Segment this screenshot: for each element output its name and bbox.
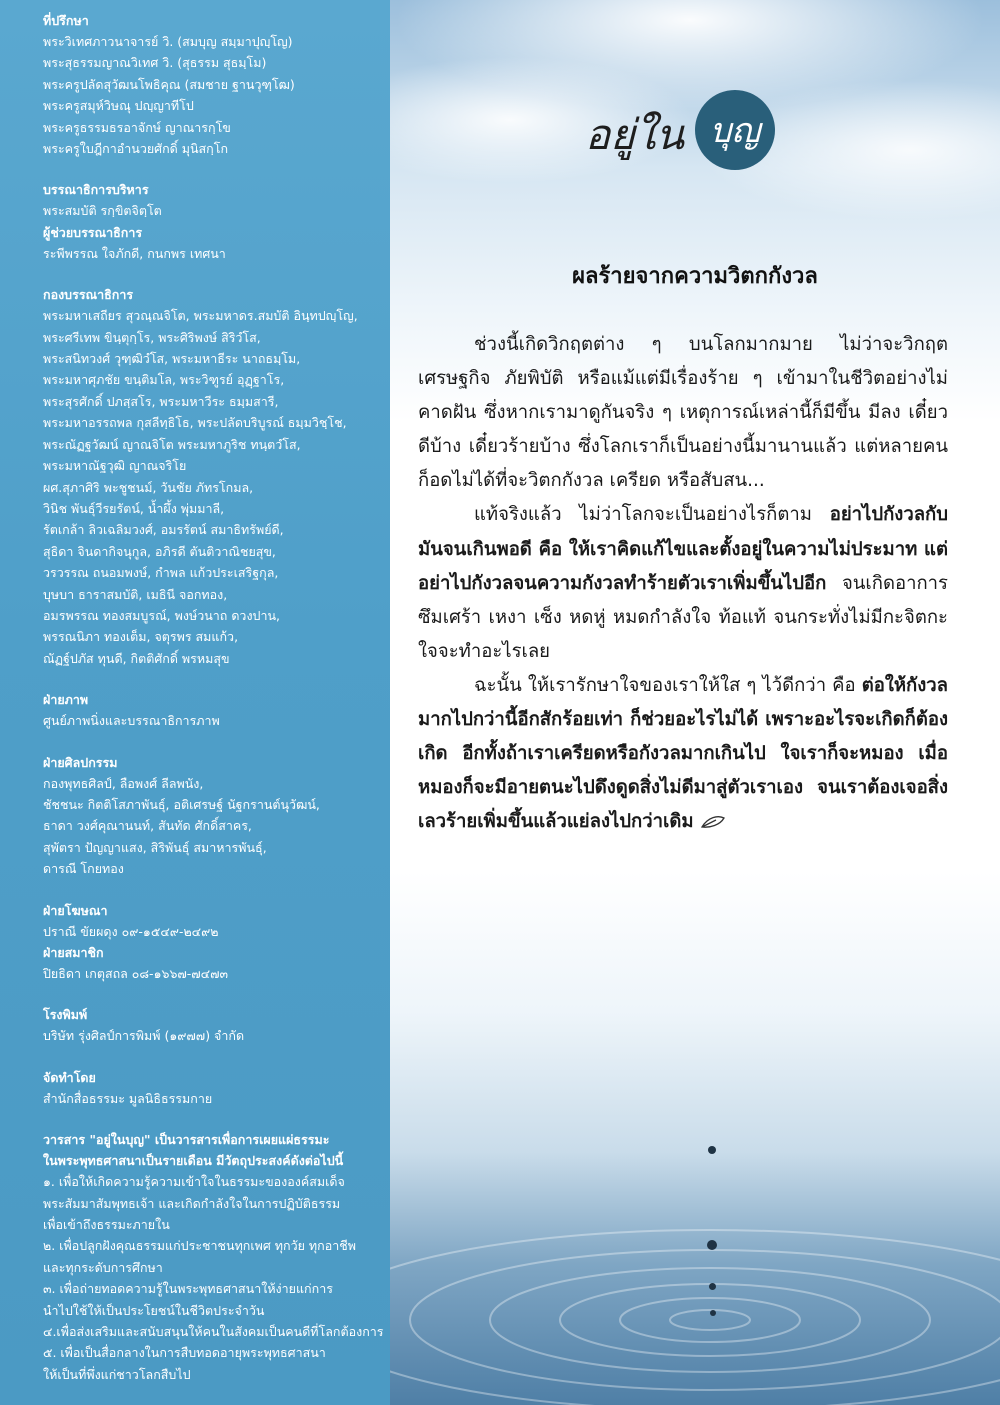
purpose-line: พระสัมมาสัมพุทธเจ้า และเกิดกำลังใจในการปฏิบัติธรรม <box>43 1195 341 1211</box>
advisor-line: พระครูปลัดสุวัฒนโพธิคุณ (สมชาย ฐานวุฑฺโฒ) <box>43 76 295 92</box>
article-emphasis: ต่อให้กังวลมากไปกว่านี้อีกสักร้อยเท่า ก็ช่วยอะไรไม่ได้ เพราะอะไรจะเกิดก็ต้องเกิด อีกทั้งถ้าเราเครียดหรือกังวลมากเกินไป ใจเราก็จะหมอง เมื่อหมองก็จะมีอายตนะไปดึงดูดสิ่งไม่ดีมาสู่ตัวเราเอง จนเราต้องเจอสิ่งเลวร้ายเพิ่มขึ้นแล้วแย่ลงไปกว่าเดิม <box>418 674 948 833</box>
purpose-line: ๓. เพื่อถ่ายทอดความรู้ในพระพุทธศาสนาให้ง่ายแก่การ <box>43 1281 333 1297</box>
article-panel <box>390 0 1000 1405</box>
water-drop <box>709 1283 716 1290</box>
exec-editor-section <box>43 179 390 221</box>
water-drop <box>708 1146 716 1154</box>
art-line: ชัชชนะ กิตติโสภาพันธุ์, อติเศรษฐ์ นัฐกรานต์นุวัฒน์, <box>43 796 320 812</box>
article-text: ฉะนั้น ให้เรารักษาใจของเราให้ใส ๆ ไว้ดีกว่า คือ <box>474 674 862 696</box>
purpose-line: นำไปใช้ให้เป็นประโยชน์ในชีวิตประจำวัน <box>43 1302 265 1318</box>
photo-section <box>43 689 390 731</box>
editorial-line: พระศรีเทพ ขินฺตุกฺโร, พระศิริพงษ์ สิริวํโส, <box>43 329 261 345</box>
member-section <box>43 942 390 984</box>
leaf-end-mark-icon <box>700 815 726 829</box>
purpose-line: และทุกระดับการศึกษา <box>43 1259 163 1275</box>
editorial-line: พระมหาศุภชัย ขนฺติมโล, พระวิฑูรย์ อุฏฺฐาโร, <box>43 372 285 388</box>
producer-section <box>43 1067 390 1109</box>
printing-section <box>43 1004 390 1046</box>
exec-editor-heading: บรรณาธิการบริหาร <box>43 182 149 198</box>
article-body <box>418 328 948 839</box>
editorial-line: วรวรรณ ถนอมพงษ์, กำพล แก้วประเสริฐกุล, <box>43 565 279 581</box>
art-line: กองพุทธศิลป์, ลือพงศ์ ลีลพนัง, <box>43 775 204 791</box>
advert-line: ปราณี ขัยผดุง ๐๙-๑๕๔๙-๒๔๙๒ <box>43 923 219 939</box>
purpose-line: ๔.เพื่อส่งเสริมและสนับสนุนให้คนในสังคมเป็นคนดีที่โลกต้องการ <box>43 1324 384 1340</box>
advisor-line: พระครูสมุห์วิษณุ ปญฺญาทีโป <box>43 98 194 114</box>
editorial-line: บุษบา ธาราสมบัติ, เมธินี จอกทอง, <box>43 586 228 602</box>
editorial-line: ณัฏฐ์ปภัส ทุนดี, กิตติศักดิ์ พรหมสุข <box>43 650 230 666</box>
art-section <box>43 752 390 880</box>
purpose-line: เพื่อเข้าถึงธรรมะภายใน <box>43 1217 170 1233</box>
article-text: แท้จริงแล้ว ไม่ว่าโลกจะเป็นอย่างไรก็ตาม <box>474 504 830 526</box>
printing-heading: โรงพิมพ์ <box>43 1007 88 1023</box>
purpose-heading: ในพระพุทธศาสนาเป็นรายเดือน มีวัตถุประสงค์ดังต่อไปนี้ <box>43 1153 344 1169</box>
advisor-line: พระครูใบฎีกาอำนวยศักดิ์ มุนิสกฺโก <box>43 141 229 157</box>
article-text: จนเกิดอาการซึมเศร้า เหงา เซ็ง หดหู่ หมดกำลังใจ ท้อแท้ จนกระทั่งไม่มีกะจิตกะใจจะทำอะไรเลย <box>418 572 948 662</box>
water-ripples-background <box>390 1150 1000 1405</box>
masthead-sidebar <box>0 0 390 1405</box>
editorial-line: พระมหาเสถียร สุวณฺณจิโต, พระมหาดร.สมบัติ อินฺทปญฺโญ, <box>43 308 358 324</box>
editorial-line: สุธิดา จินดากิจนุกูล, อภิรดี ตันติวาณิชยสุข, <box>43 543 276 559</box>
member-line: ปิยธิดา เกตุสถล ๐๘-๑๖๖๗-๗๔๗๓ <box>43 966 229 981</box>
photo-heading: ฝ่ายภาพ <box>43 692 89 708</box>
asst-editor-section <box>43 222 390 264</box>
art-line: สุพัตรา ปัญญาแสง, สิริพันธุ์ สมาหารพันธุ์, <box>43 839 267 855</box>
magazine-logo <box>585 90 810 170</box>
article-paragraph <box>418 498 948 668</box>
editorial-line: ผศ.สุภาศิริ พะชูชนม์, วันชัย ภัทรโกมล, <box>43 479 254 495</box>
art-line: ธาดา วงศ์คุณานนท์, สันทัด ศักดิ์สาคร, <box>43 818 252 834</box>
purpose-heading: วารสาร "อยู่ในบุญ" เป็นวารสารเพื่อการเผยแผ่ธรรมะ <box>43 1132 330 1148</box>
purpose-line: ให้เป็นที่พึ่งแก่ชาวโลกสืบไป <box>43 1366 191 1382</box>
editorial-line: พระสุรศักดิ์ ปภสฺสโร, พระมหาวีระ ธมฺมสารี, <box>43 393 279 409</box>
water-drop <box>710 1310 716 1316</box>
logo-text: อยู่ใน <box>585 110 685 159</box>
article-title: ผลร้ายจากความวิตกกังวล <box>572 264 818 289</box>
asst-editor-line: ระพีพรรณ ใจภักดี, กนกพร เทศนา <box>43 245 226 261</box>
advisor-line: พระสุธรรมญาณวิเทศ วิ. (สุธรรม สุธมฺโม) <box>43 55 267 71</box>
editorial-line: รัตเกล้า ลิวเฉลิมวงศ์, อมรรัตน์ สมาธิทรัพย์ดี, <box>43 522 284 538</box>
water-drop <box>707 1240 717 1250</box>
article-emphasis: อย่าไปกังวลกับมันจนเกินพอดี คือ ให้เราคิดแก้ไขและตั้งอยู่ในความไม่ประมาท แต่อย่าไปกังวลจนความกังวลทำร้ายตัวเราเพิ่มขึ้นไปอีก <box>418 504 948 594</box>
editorial-line: พระมหาณัฐวุฒิ ญาณจริโย <box>43 458 187 474</box>
article-paragraph: ช่วงนี้เกิดวิกฤตต่าง ๆ บนโลกมากมาย ไม่ว่าจะวิกฤตเศรษฐกิจ ภัยพิบัติ หรือแม้แต่มีเรื่องร้าย ๆ เข้ามาในชีวิตอย่างไม่คาดฝัน ซึ่งหากเรามาดูกันจริง ๆ เหตุการณ์เหล่านี้ก็มีขึ้น มีลง เดี๋ยวดีบ้าง เดี๋ยวร้ายบ้าง ซึ่งโลกเราก็เป็นอย่างนี้มานานแล้ว แต่หลายคนก็อดไม่ได้ที่จะวิตกกังวล เครียด หรือสับสน... <box>418 334 948 492</box>
editorial-section <box>43 284 390 669</box>
editorial-line: พระมหาอรรถพล กุสลีทฺธิโธ, พระปลัดบริบูรณ์ ธมฺมวิชฺโช, <box>43 415 347 431</box>
art-line: ดารณี โกยทอง <box>43 861 124 877</box>
editorial-line: อมรพรรณ ทองสมบูรณ์, พงษ์วนาถ ดวงปาน, <box>43 607 281 623</box>
editorial-line: พระสนิทวงศ์ วุฑฺฒิวํโส, พระมหาธีระ นาถธมฺโม, <box>43 351 301 367</box>
asst-editor-heading: ผู้ช่วยบรรณาธิการ <box>43 224 143 240</box>
article-paragraph <box>418 669 948 839</box>
editorial-heading: กองบรรณาธิการ <box>43 287 134 303</box>
purpose-line: ๒. เพื่อปลูกฝังคุณธรรมแก่ประชาชนทุกเพศ ทุกวัย ทุกอาชีพ <box>43 1238 356 1254</box>
exec-editor-line: พระสมบัติ รกฺขิตจิตฺโต <box>43 203 162 219</box>
printing-line: บริษัท รุ่งศิลป์การพิมพ์ (๑๙๗๗) จำกัด <box>43 1028 245 1044</box>
producer-line: สำนักสื่อธรรมะ มูลนิธิธรรมกาย <box>43 1090 213 1106</box>
advisors-heading: ที่ปรึกษา <box>43 13 89 28</box>
purpose-line: ๕. เพื่อเป็นสื่อกลางในการสืบทอดอายุพระพุทธศาสนา <box>43 1345 326 1361</box>
advisor-line: พระครูธรรมธรอาจักษ์ ญาณารกฺโข <box>43 119 231 135</box>
art-heading: ฝ่ายศิลปกรรม <box>43 754 118 770</box>
advert-heading: ฝ่ายโฆษณา <box>43 902 108 918</box>
purpose-section <box>43 1129 390 1385</box>
advert-section <box>43 900 390 942</box>
producer-heading: จัดทำโดย <box>43 1069 96 1085</box>
editorial-line: พรรณนิภา ทองเต็ม, จตุรพร สมแก้ว, <box>43 629 239 645</box>
advisor-line: พระวิเทศภาวนาจารย์ วิ. (สมบุญ สมฺมาปุญฺโญ) <box>43 34 293 49</box>
logo-circle: บุญ <box>695 90 775 170</box>
member-heading: ฝ่ายสมาชิก <box>43 945 104 960</box>
purpose-line: ๑. เพื่อให้เกิดความรู้ความเข้าใจในธรรมะขององค์สมเด็จ <box>43 1174 345 1190</box>
editorial-line: วินิช พันธุ์วีรยรัตน์, น้ำผึ้ง พุ่มมาลี, <box>43 500 225 516</box>
advisors-section <box>43 10 390 159</box>
photo-line: ศูนย์ภาพนิ่งและบรรณาธิการภาพ <box>43 713 220 729</box>
editorial-line: พระณัฏฐวัฒน์ ญาณจิโต พระมหาภูริช ทนฺตวํโส, <box>43 436 301 452</box>
